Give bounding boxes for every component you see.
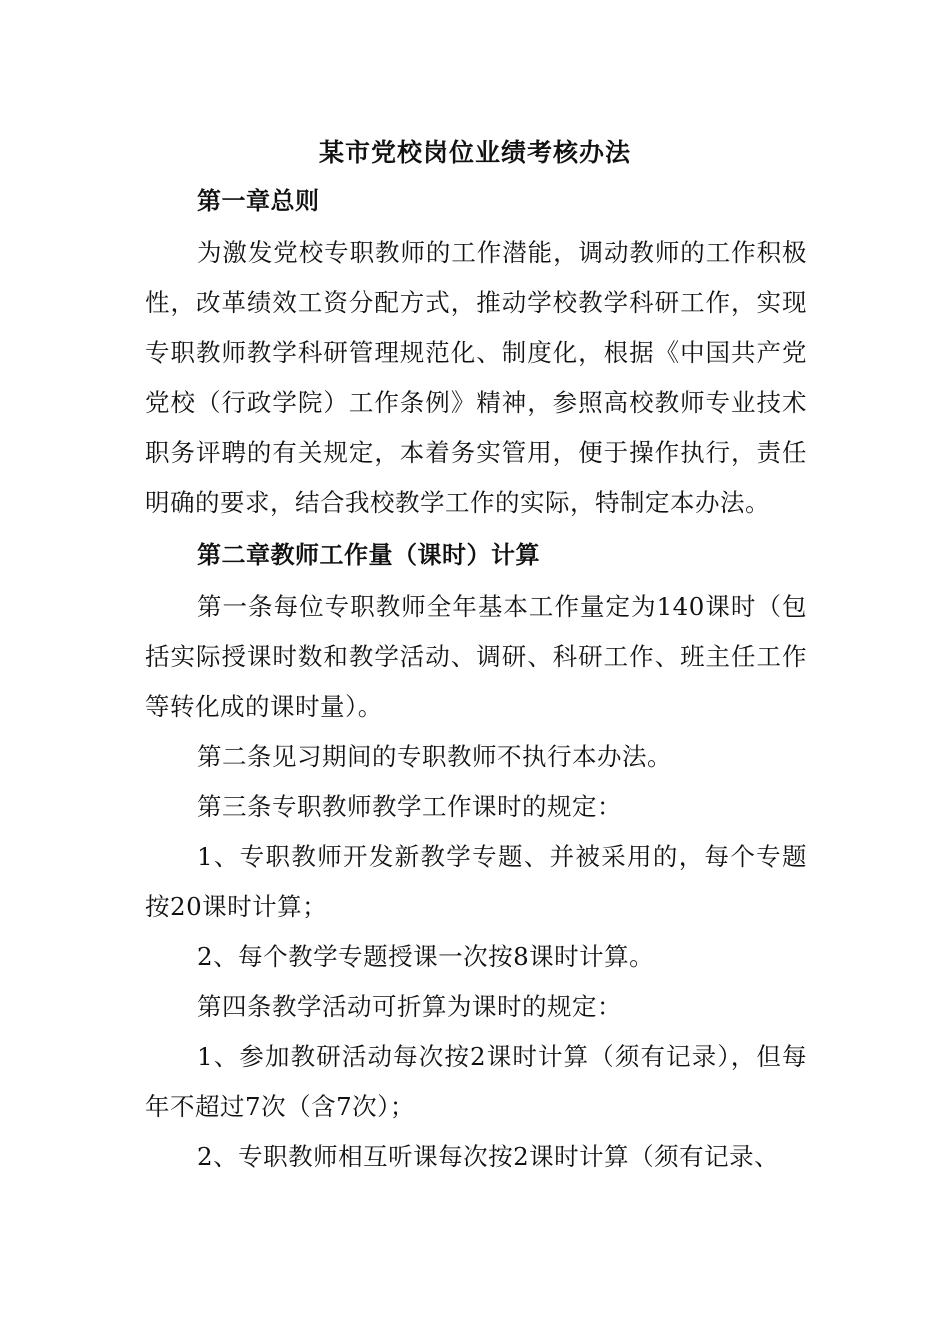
- article-2: 第二条见习期间的专职教师不执行本办法。: [197, 742, 672, 771]
- article-1: 第一条每位专职教师全年基本工作量定为140课时（包括实际授课时数和教学活动、调研、科研工作、班主任工作等转化成的课时量）。: [145, 592, 807, 721]
- article-3-item-2: 2、每个教学专题授课一次按8课时计算。: [197, 942, 655, 971]
- article-3-item-1: 1、专职教师开发新教学专题、并被采用的，每个专题按20课时计算；: [145, 842, 807, 921]
- article-3: 第三条专职教师教学工作课时的规定：: [197, 792, 622, 821]
- article-4: 第四条教学活动可折算为课时的规定：: [197, 992, 622, 1021]
- article-4-item-2: 2、专职教师相互听课每次按2课时计算（须有记录、: [197, 1142, 780, 1171]
- chapter-2-heading: 第二章教师工作量（课时）计算: [197, 541, 540, 569]
- article-4-item-1: 1、参加教研活动每次按2课时计算（须有记录），但每年不超过7次（含7次）；: [145, 1042, 807, 1121]
- chapter-1-heading: 第一章总则: [197, 187, 320, 215]
- chapter-1-paragraph: 为激发党校专职教师的工作潜能，调动教师的工作积极性，改革绩效工资分配方式，推动学校教学科研工作，实现专职教师教学科研管理规范化、制度化，根据《中国共产党党校（行政学院）工作条例》精神，参照高校教师专业技术职务评聘的有关规定，本着务实管用，便于操作执行，责任明确的要求，结合我校教学工作的实际，特制定本办法。: [145, 238, 807, 517]
- document-title: 某市党校岗位业绩考核办法: [318, 138, 631, 167]
- document-body: [145, 174, 807, 1182]
